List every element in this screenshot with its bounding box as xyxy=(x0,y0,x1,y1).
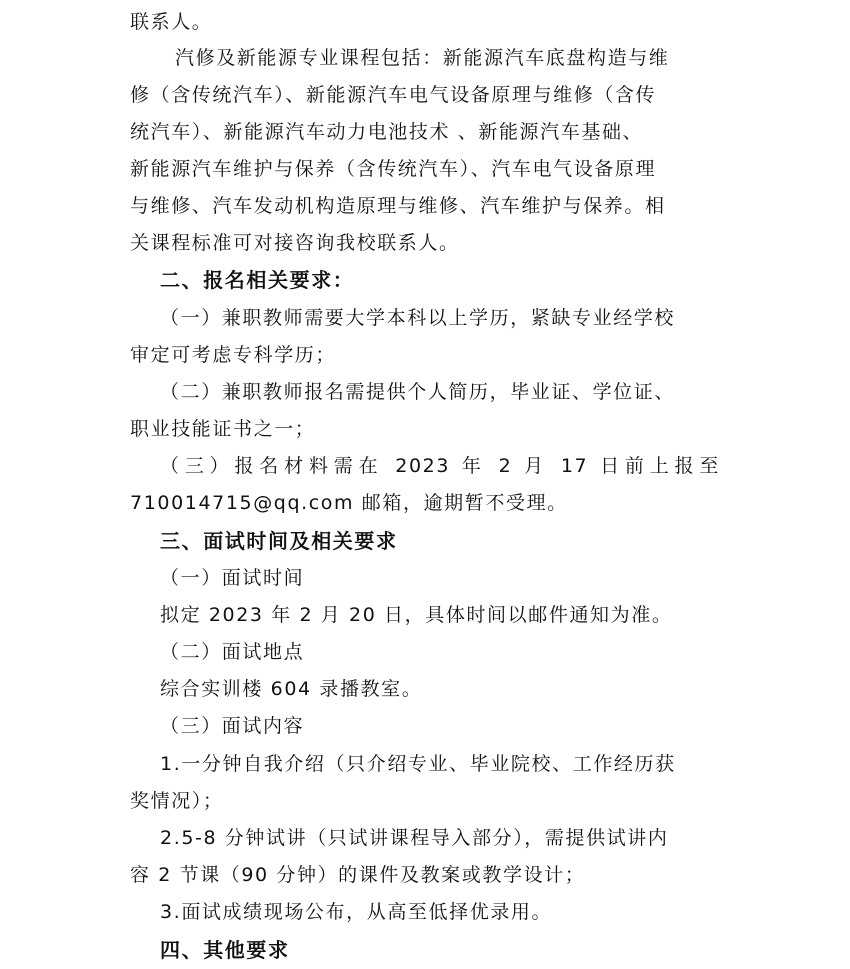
paragraph-line: （二）兼职教师报名需提供个人简历，毕业证、学位证、 xyxy=(160,381,676,403)
section-heading-4: 四、其他要求 xyxy=(160,938,290,962)
section-heading-3: 三、面试时间及相关要求 xyxy=(160,529,398,553)
paragraph-line: （一）兼职教师需要大学本科以上学历，紧缺专业经学校 xyxy=(160,307,676,329)
section-heading-2: 二、报名相关要求： xyxy=(160,268,355,292)
paragraph-line: 修（含传统汽车）、新能源汽车电气设备原理与维修（含传 xyxy=(130,84,657,106)
paragraph-line: 奖情况）； xyxy=(130,790,224,812)
paragraph-line: 汽修及新能源专业课程包括：新能源汽车底盘构造与维 xyxy=(175,47,670,69)
paragraph-line: 1.一分钟自我介绍（只介绍专业、毕业院校、工作经历获 xyxy=(160,753,676,775)
paragraph-line: 审定可考虑专科学历； xyxy=(130,344,337,366)
paragraph-line: 拟定 2023 年 2 月 20 日，具体时间以邮件通知为准。 xyxy=(160,604,673,626)
paragraph-line: 职业技能证书之一； xyxy=(130,418,316,440)
paragraph-line: 关课程标准可对接咨询我校联系人。 xyxy=(130,232,460,254)
paragraph-line: 统汽车）、新能源汽车动力电池技术 、新能源汽车基础、 xyxy=(130,121,644,143)
paragraph-line: 与维修、汽车发动机构造原理与维修、汽车维护与保养。相 xyxy=(130,195,666,217)
subheading-line: （三）面试内容 xyxy=(160,715,305,737)
paragraph-line: 综合实训楼 604 录播教室。 xyxy=(160,678,423,700)
subheading-line: （二）面试地点 xyxy=(160,641,305,663)
paragraph-line: （三）报名材料需在 2023 年 2 月 17 日前上报至 xyxy=(160,455,720,477)
subheading-line: （一）面试时间 xyxy=(160,567,305,589)
paragraph-line: 710014715@qq.com 邮箱，逾期暂不受理。 xyxy=(130,492,568,514)
paragraph-line: 容 2 节课（90 分钟）的课件及教案或教学设计； xyxy=(130,864,586,886)
paragraph-line: 2.5-8 分钟试讲（只试讲课程导入部分），需提供试讲内 xyxy=(160,827,669,849)
paragraph-line: 联系人。 xyxy=(130,11,213,33)
paragraph-line: 新能源汽车维护与保养（含传统汽车）、汽车电气设备原理 xyxy=(130,158,657,180)
paragraph-line: 3.面试成绩现场公布，从高至低择优录用。 xyxy=(160,901,553,923)
